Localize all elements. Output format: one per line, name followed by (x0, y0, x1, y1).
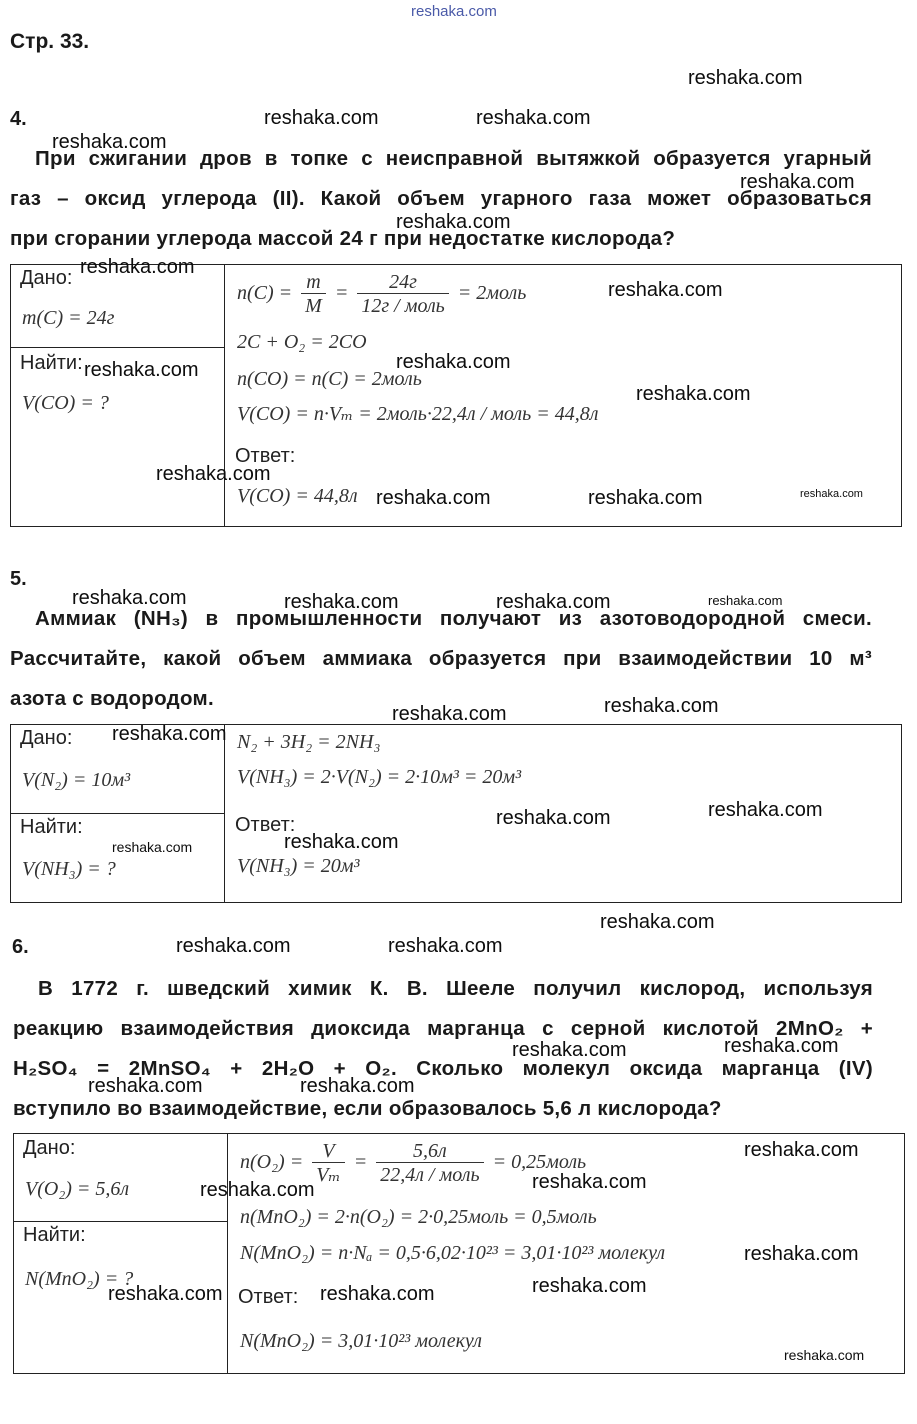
task-4-n-co: n(CO) = n(C) = 2моль (237, 368, 422, 390)
task-5-line-1: Аммиак (NH₃) в промышленности получают из азотоводородной смеси. (35, 607, 872, 630)
task-5-reaction: N₂ + 3H₂ = 2NH₃ (237, 731, 381, 753)
watermark: reshaka.com (88, 1075, 203, 1097)
watermark: reshaka.com (512, 1039, 627, 1061)
task-4-answer: V(CO) = 44,8л (237, 485, 358, 507)
watermark: reshaka.com (112, 723, 227, 745)
frac-denominator: Vₘ (312, 1162, 344, 1187)
watermark: reshaka.com (744, 1139, 859, 1161)
task-6-line-1: В 1772 г. шведский химик К. В. Шееле получил кислород, используя (38, 977, 873, 1000)
equals-sign: = (334, 282, 349, 305)
frac-denominator: 12г / моль (357, 293, 448, 318)
watermark: reshaka.com (156, 463, 271, 485)
watermark: reshaka.com (744, 1243, 859, 1265)
task-5-line-2: Рассчитайте, какой объем аммиака образуется при взаимодействии 10 м³ (10, 647, 872, 670)
task-5-answer: V(NH₃) = 20м³ (237, 855, 360, 877)
task-5-given-label: Дано: (20, 727, 73, 749)
task-5-v-nh3: V(NH₃) = 2·V(N₂) = 2·10м³ = 20м³ (237, 766, 522, 788)
watermark: reshaka.com (72, 587, 187, 609)
task-6-line-3: H₂SO₄ = 2MnSO₄ + 2H₂O + O₂. Сколько молекул оксида марганца (IV) (13, 1057, 873, 1080)
watermark: reshaka.com (284, 591, 399, 613)
task-4-line-3: при сгорании углерода массой 24 г при недостатке кислорода? (10, 227, 676, 250)
watermark: reshaka.com (376, 487, 491, 509)
watermark: reshaka.com (52, 131, 167, 153)
task-6-given-cell (14, 1134, 228, 1222)
task-6-answer: N(MnO₂) = 3,01·10²³ молекул (240, 1330, 482, 1352)
frac-denominator: M (301, 293, 326, 318)
task-6-answer-label: Ответ: (238, 1286, 299, 1308)
task-6-frac-V-over-Vm (312, 1140, 344, 1187)
frac-numerator: 5,6л (413, 1140, 447, 1162)
watermark-small: reshaka.com (708, 593, 783, 608)
watermark: reshaka.com (284, 831, 399, 853)
watermark: reshaka.com (300, 1075, 415, 1097)
watermark: reshaka.com (392, 703, 507, 725)
watermark-small: reshaka.com (800, 488, 863, 500)
watermark: reshaka.com (264, 107, 379, 129)
task-6-given-value: V(O₂) = 5,6л (25, 1178, 130, 1200)
task-4-frac-values (357, 271, 448, 318)
page-number: Стр. 33. (10, 30, 90, 53)
frac-numerator: V (322, 1140, 335, 1162)
task-5-line-3: азота с водородом. (10, 687, 214, 710)
watermark: reshaka.com (532, 1171, 647, 1193)
task-6-n-lhs: n(O₂) = (240, 1151, 304, 1174)
watermark: reshaka.com (532, 1275, 647, 1297)
task-6-find-label: Найти: (23, 1224, 86, 1246)
task-4-number: 4. (10, 108, 27, 130)
task-4-line-2: газ – оксид углерода (II). Какой объем угарного газа может образоваться (10, 187, 872, 210)
watermark: reshaka.com (396, 211, 511, 233)
task-6-find-value: N(MnO₂) = ? (25, 1268, 134, 1290)
watermark: reshaka.com (496, 807, 611, 829)
watermark-small: reshaka.com (784, 1347, 865, 1363)
frac-denominator: 22,4л / моль (376, 1162, 483, 1187)
task-4-reaction: 2C + O₂ = 2CO (237, 331, 367, 353)
task-6-number: 6. (12, 936, 29, 958)
task-4-line-1: При сжигании дров в топке с неисправной вытяжкой образуется угарный (35, 147, 872, 170)
task-4-text (10, 139, 872, 259)
frac-numerator: m (306, 271, 321, 293)
task-6-N-mno2: N(MnO₂) = n·Nₐ = 0,5·6,02·10²³ = 3,01·10²³ молекул (240, 1242, 666, 1264)
watermark: reshaka.com (80, 256, 195, 278)
watermark: reshaka.com (108, 1283, 223, 1305)
watermark: reshaka.com (608, 279, 723, 301)
task-4-n-result: = 2моль (457, 282, 527, 305)
frac-numerator: 24г (389, 271, 417, 293)
task-4-given-label: Дано: (20, 267, 73, 289)
task-4-v-co: V(CO) = n·Vₘ = 2моль·22,4л / моль = 44,8л (237, 403, 599, 425)
task-6-n-result: = 0,25моль (492, 1151, 587, 1174)
task-5-given-value: V(N₂) = 10м³ (22, 769, 131, 791)
watermark: reshaka.com (388, 935, 503, 957)
watermark: reshaka.com (724, 1035, 839, 1057)
watermark: reshaka.com (604, 695, 719, 717)
task-6-n-mno2: n(MnO₂) = 2·n(O₂) = 2·0,25моль = 0,5моль (240, 1206, 597, 1228)
task-4-given-value: m(C) = 24г (22, 307, 115, 329)
task-4-find-value: V(CO) = ? (22, 392, 109, 414)
task-4-answer-label: Ответ: (235, 445, 296, 467)
watermark: reshaka.com (688, 67, 803, 89)
task-4-find-label: Найти: (20, 352, 83, 374)
watermark: reshaka.com (200, 1179, 315, 1201)
task-4-n-lhs: n(C) = (237, 282, 293, 305)
watermark: reshaka.com (496, 591, 611, 613)
task-4-moles-formula (237, 271, 526, 318)
task-5-find-cell (11, 814, 225, 903)
watermark: reshaka.com (708, 799, 823, 821)
task-6-given-label: Дано: (23, 1137, 76, 1159)
watermark: reshaka.com (600, 911, 715, 933)
watermark: reshaka.com (636, 383, 751, 405)
watermark: reshaka.com (320, 1283, 435, 1305)
task-6-frac-values (376, 1140, 483, 1187)
task-6-line-4: вступило во взаимодействие, если образовалось 5,6 л кислорода? (13, 1097, 722, 1120)
site-watermark-top: reshaka.com (411, 3, 497, 20)
watermark: reshaka.com (476, 107, 591, 129)
task-5-answer-label: Ответ: (235, 814, 296, 836)
task-5-find-value: V(NH₃) = ? (22, 858, 116, 880)
watermark-small: reshaka.com (112, 839, 193, 855)
task-6-line-2: реакцию взаимодействия диоксида марганца с серной кислотой 2MnO₂ + (13, 1017, 873, 1040)
task-5-number: 5. (10, 568, 27, 590)
task-4-frac-m-over-M (301, 271, 326, 318)
watermark: reshaka.com (396, 351, 511, 373)
task-5-find-label: Найти: (20, 816, 83, 838)
watermark: reshaka.com (740, 171, 855, 193)
watermark: reshaka.com (588, 487, 703, 509)
task-5-text (10, 599, 872, 719)
watermark: reshaka.com (84, 359, 199, 381)
equals-sign: = (353, 1151, 368, 1174)
watermark: reshaka.com (176, 935, 291, 957)
